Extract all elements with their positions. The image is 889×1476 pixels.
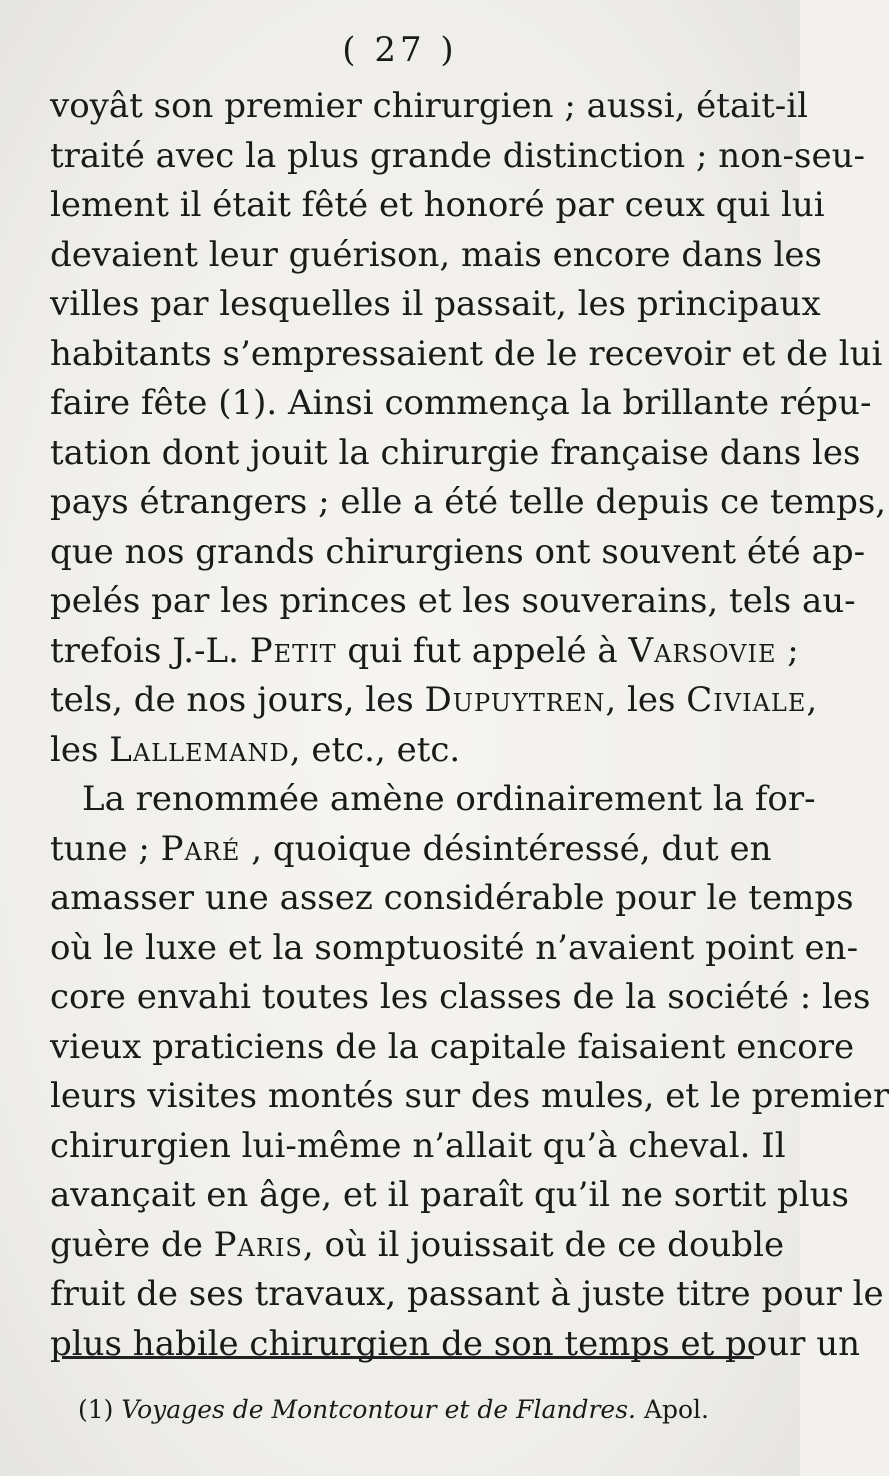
text-line: pelés par les princes et les souverains, tels au- — [50, 581, 856, 621]
text-segment: trefois J.-L. — [50, 630, 250, 671]
text-segment: qui fut appelé à — [336, 630, 629, 671]
body-text — [50, 82, 889, 1369]
text-line: voyât son premier chirurgien ; aussi, était-il — [50, 86, 809, 126]
text-segment: , — [806, 680, 818, 720]
text-line: lement il était fêté et honoré par ceux qui lui — [50, 185, 825, 225]
text-segment: , où il jouissait de ce double — [302, 1224, 785, 1265]
footnote-separator — [62, 1356, 754, 1359]
text-line: pays étrangers ; elle a été telle depuis ce temps, — [50, 482, 887, 522]
footnote — [78, 1390, 758, 1430]
text-line — [50, 825, 772, 875]
text-line: amasser une assez considérable pour le temps — [50, 878, 854, 918]
name-dupuytren: Dupuytren — [424, 680, 606, 720]
text-segment: tels, de nos jours, les — [50, 680, 425, 720]
text-segment: guère de — [50, 1224, 214, 1265]
text-line: que nos grands chirurgiens ont souvent été ap- — [50, 531, 866, 572]
text-line — [50, 627, 799, 677]
text-line: chirurgien lui-même n’allait qu’à cheval. Il — [50, 1125, 786, 1166]
name-pare: Paré — [160, 828, 241, 869]
text-line: avançait en âge, et il paraît qu’il ne sortit plus — [50, 1175, 849, 1215]
page-number: ( 27 ) — [342, 30, 458, 70]
text-line — [50, 726, 755, 776]
text-line: fruit de ses travaux, passant à juste titre pour le — [50, 1274, 884, 1314]
footnote-marker: (1) — [78, 1395, 114, 1424]
name-varsovie: Varsovie — [628, 630, 777, 671]
text-line: core envahi toutes les classes de la société : les — [50, 977, 871, 1017]
text-line: devaient leur guérison, mais encore dans les — [50, 234, 823, 275]
name-lallemand: Lallemand — [109, 729, 290, 770]
text-line — [50, 676, 818, 726]
text-line: faire fête (1). Ainsi commença la brillante répu- — [50, 383, 872, 423]
text-segment: ; — [776, 630, 799, 671]
text-line: villes par lesquelles il passait, les principaux — [50, 284, 821, 324]
text-line: où le luxe et la somptuosité n’avaient point en- — [50, 927, 859, 968]
name-petit: Petit — [249, 630, 337, 671]
text-line: La renommée amène ordinairement la for- — [82, 779, 816, 819]
text-line — [50, 1221, 785, 1271]
footnote-source: Apol. — [643, 1395, 710, 1424]
text-segment: tune ; — [50, 828, 161, 869]
text-line: traité avec la plus grande distinction ; non-seu- — [50, 135, 865, 176]
footnote-title: Voyages de Montcontour et de Flandres. — [121, 1395, 636, 1424]
text-line: plus habile chirurgien de son temps et pour un — [50, 1323, 861, 1364]
text-line: vieux praticiens de la capitale faisaient encore — [50, 1026, 855, 1067]
text-segment: , les — [605, 680, 687, 720]
text-line: leurs visites montés sur des mules, et le premier — [50, 1076, 889, 1116]
text-line: habitants s’empressaient de le recevoir et de lui — [50, 333, 883, 374]
text-segment: , quoique désintéressé, dut en — [240, 828, 772, 869]
text-segment: les — [50, 729, 110, 770]
text-line: tation dont jouit la chirurgie française dans les — [50, 432, 861, 473]
name-paris: Paris — [213, 1224, 303, 1265]
text-segment: , etc., etc. — [289, 729, 461, 770]
name-civiale: Civiale — [686, 680, 807, 720]
